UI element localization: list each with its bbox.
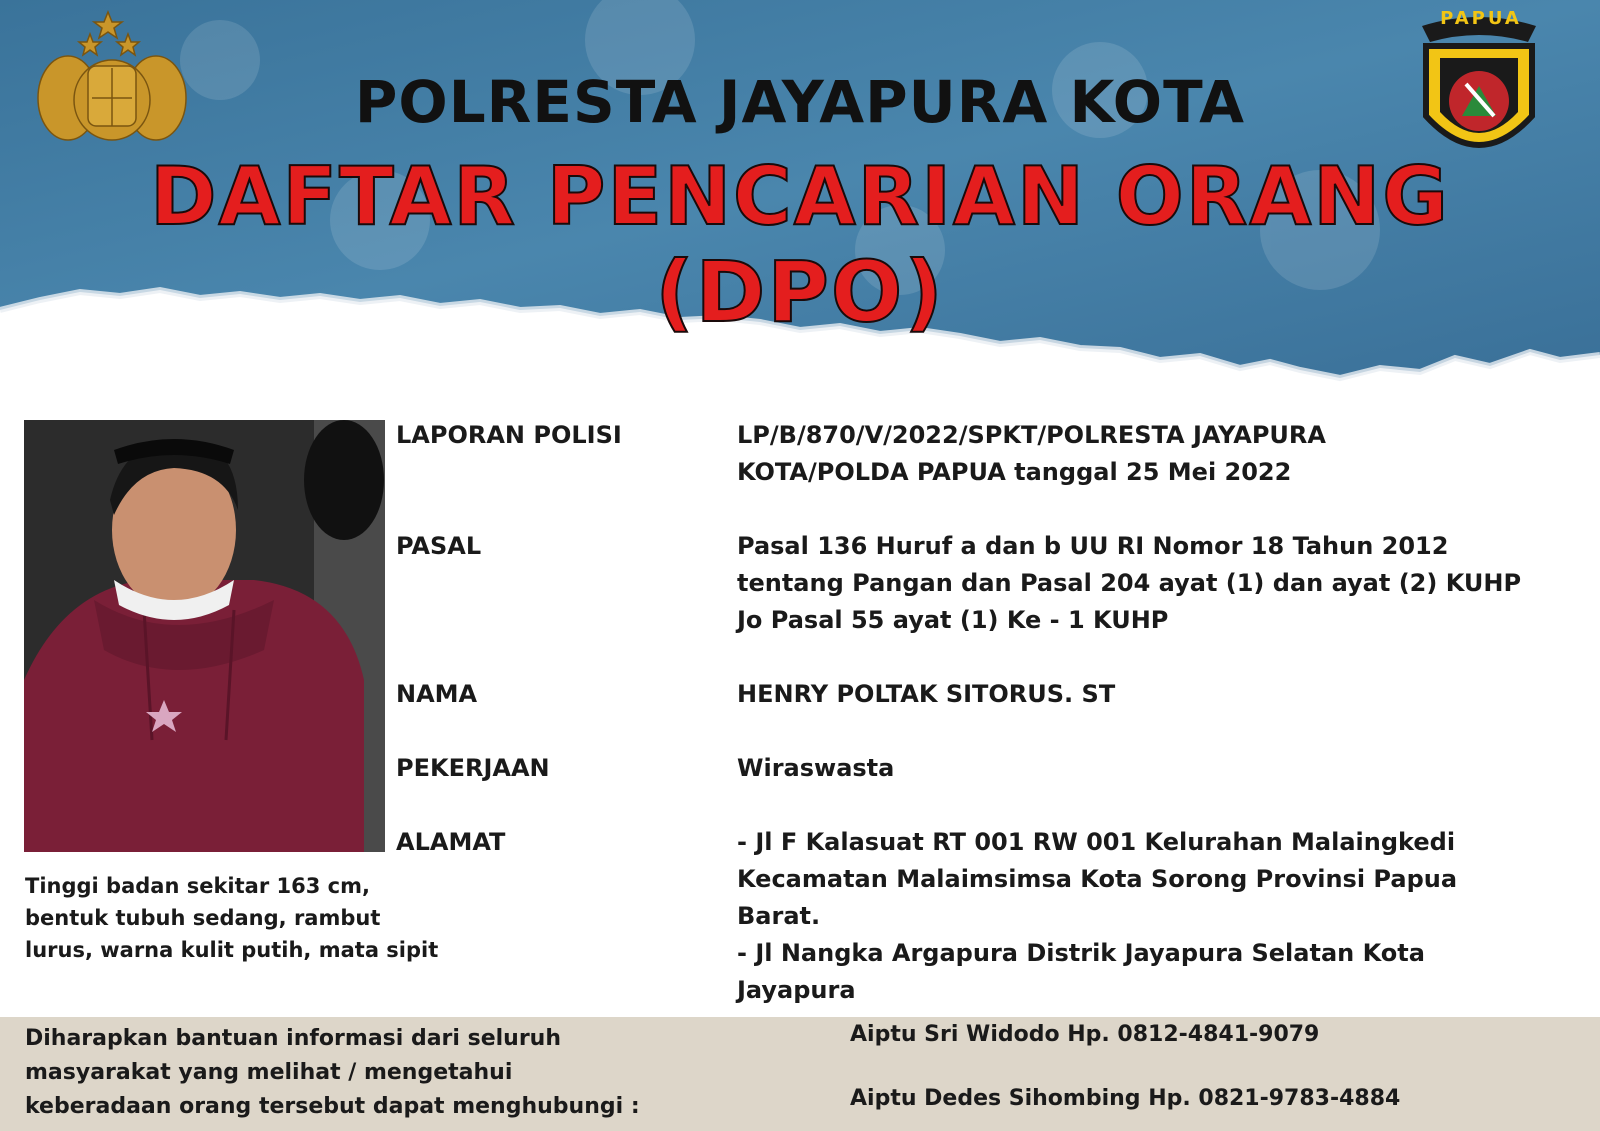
field-label-laporan-polisi: LAPORAN POLISI [396,421,622,449]
value-line: - Jl F Kalasuat RT 001 RW 001 Kelurahan Malaingkedi [737,828,1456,856]
value-line: Barat. [737,902,821,930]
field-value-nama [737,676,1557,713]
photo-caption: Tinggi badan sekitar 163 cm, bentuk tubuh sedang, rambut lurus, warna kulit putih, mata sipit [25,874,439,962]
footer-message [25,1022,745,1124]
field-value-laporan-polisi [737,417,1557,491]
main-title: DAFTAR PENCARIAN ORANG [150,150,1450,243]
value-line: - Jl Nangka Argapura Distrik Jayapura Selatan Kota [737,939,1425,967]
footer-message-line: keberadaan orang tersebut dapat menghubungi : [25,1094,640,1119]
field-label-nama: NAMA [396,680,478,708]
field-value-alamat [737,824,1557,1009]
value-line: Kecamatan Malaimsimsa Kota Sorong Provinsi Papua [737,865,1458,893]
value-line: Pasal 136 Huruf a dan b UU RI Nomor 18 Tahun 2012 [737,532,1449,560]
badge-text: PAPUA [1440,8,1522,29]
field-value-pasal [737,528,1557,639]
contact-sri-widodo: Aiptu Sri Widodo Hp. 0812-4841-9079 [850,1022,1320,1047]
value-line: HENRY POLTAK SITORUS. ST [737,680,1116,708]
field-label-alamat: ALAMAT [396,828,506,856]
value-line: Wiraswasta [737,754,895,782]
value-line: Jo Pasal 55 ayat (1) Ke - 1 KUHP [737,606,1169,634]
footer-message-line: Diharapkan bantuan informasi dari seluruh [25,1026,561,1051]
contact-dedes-sihombing: Aiptu Dedes Sihombing Hp. 0821-9783-4884 [850,1086,1401,1111]
value-line: KOTA/POLDA PAPUA tanggal 25 Mei 2022 [737,458,1292,486]
sub-title: (DPO) [655,243,945,341]
value-line: tentang Pangan dan Pasal 204 ayat (1) dan ayat (2) KUHP [737,569,1522,597]
footer-message-line: masyarakat yang melihat / mengetahui [25,1060,513,1085]
header [0,0,1600,400]
field-label-pasal: PASAL [396,532,482,560]
suspect-photo [24,420,385,852]
organization-title: POLRESTA JAYAPURA KOTA [354,68,1246,136]
field-value-pekerjaan [737,750,1557,787]
portrait-image [24,420,385,852]
value-line: LP/B/870/V/2022/SPKT/POLRESTA JAYAPURA [737,421,1326,449]
value-line: Jayapura [737,976,856,1004]
field-label-pekerjaan: PEKERJAAN [396,754,550,782]
